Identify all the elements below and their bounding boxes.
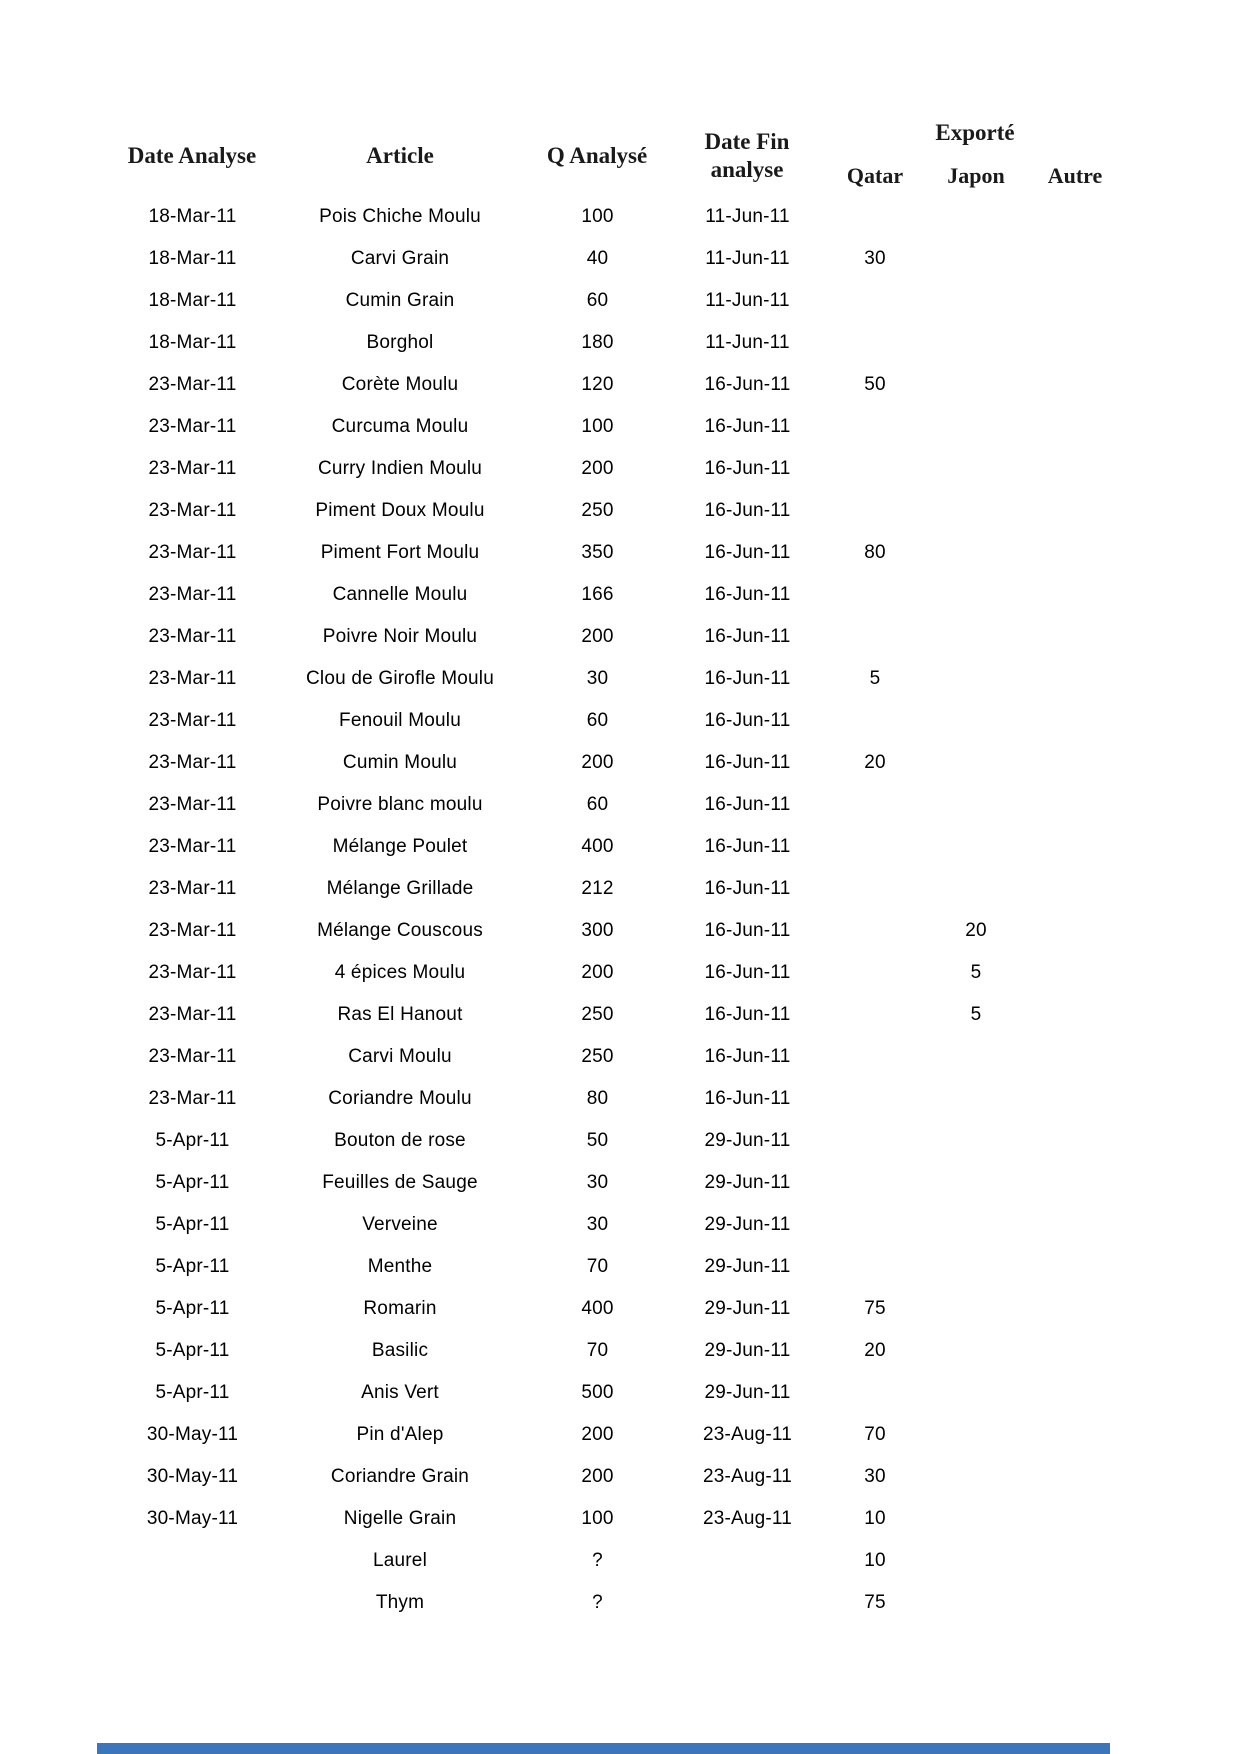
table-cell: Pois Chiche Moulu [319, 206, 481, 227]
table-cell: 23-Mar-11 [148, 542, 237, 563]
table-cell: Corète Moulu [341, 374, 459, 395]
table-row [100, 532, 1133, 574]
table-row [100, 196, 1133, 238]
table-cell: Curry Indien Moulu [317, 458, 483, 479]
table-row [100, 490, 1133, 532]
table-row [100, 364, 1133, 406]
table-cell: Piment Fort Moulu [320, 542, 480, 563]
table-cell: 23-Aug-11 [702, 1508, 793, 1529]
table-cell: 300 [581, 920, 614, 941]
table-cell: 10 [864, 1550, 886, 1571]
table-cell: 5-Apr-11 [155, 1340, 230, 1361]
table-cell: 23-Mar-11 [148, 1046, 237, 1067]
table-cell: 23-Mar-11 [148, 752, 237, 773]
table-cell: 400 [581, 1298, 614, 1319]
table-cell: 250 [581, 500, 614, 521]
column-header-japon: Japon [947, 163, 1005, 188]
table-cell: 30 [586, 1214, 609, 1235]
table-cell: Carvi Grain [350, 248, 450, 269]
table-row [100, 1036, 1133, 1078]
table-cell: 29-Jun-11 [704, 1214, 791, 1235]
table-cell: 23-Mar-11 [148, 374, 237, 395]
table-cell: 16-Jun-11 [704, 962, 791, 983]
table-cell: 30 [864, 248, 886, 269]
table-cell: 75 [864, 1298, 886, 1319]
table-cell: Menthe [367, 1256, 433, 1277]
table-cell: 50 [586, 1130, 609, 1151]
table-cell: 200 [581, 752, 614, 773]
table-cell: 75 [864, 1592, 886, 1613]
table-cell: 16-Jun-11 [704, 710, 791, 731]
table-cell: Poivre Noir Moulu [322, 626, 478, 647]
table-row [100, 784, 1133, 826]
table-cell: 100 [581, 416, 614, 437]
table-row [100, 1414, 1133, 1456]
table-cell: 350 [581, 542, 614, 563]
table-cell: 20 [864, 752, 886, 773]
table-row [100, 1288, 1133, 1330]
column-header-date-fin-line1: Date Fin [704, 129, 790, 154]
table-cell: 23-Mar-11 [148, 668, 237, 689]
table-cell: Laurel [372, 1550, 428, 1571]
table-cell: 5-Apr-11 [155, 1382, 230, 1403]
table-cell: 16-Jun-11 [704, 626, 791, 647]
table-cell: Cannelle Moulu [332, 584, 468, 605]
table-row [100, 742, 1133, 784]
table-cell: 23-Mar-11 [148, 920, 237, 941]
table-cell: 5-Apr-11 [155, 1172, 230, 1193]
table-cell: 200 [581, 626, 614, 647]
table-cell: Coriandre Grain [330, 1466, 470, 1487]
table-cell: 11-Jun-11 [705, 248, 790, 269]
table-row [100, 910, 1133, 952]
table-row [100, 1204, 1133, 1246]
table-cell: 16-Jun-11 [704, 836, 791, 857]
table-row [100, 868, 1133, 910]
table-cell: 70 [586, 1256, 609, 1277]
table-row [100, 700, 1133, 742]
table-cell: 400 [581, 836, 614, 857]
table-cell: Romarin [363, 1298, 437, 1319]
table-cell: Feuilles de Sauge [322, 1172, 478, 1193]
table-cell: 23-Mar-11 [148, 710, 237, 731]
table-cell: 16-Jun-11 [704, 752, 791, 773]
table-row [100, 658, 1133, 700]
column-header-article: Article [366, 143, 434, 168]
table-cell: 18-Mar-11 [148, 248, 237, 269]
table-cell: 30 [864, 1466, 886, 1487]
table-cell: 200 [581, 1424, 614, 1445]
table-cell: 212 [581, 878, 614, 899]
table-row [100, 406, 1133, 448]
table-row [100, 952, 1133, 994]
table-cell: 60 [586, 710, 609, 731]
table-cell: Poivre blanc moulu [317, 794, 483, 815]
table-cell: 5-Apr-11 [155, 1214, 230, 1235]
table-row [100, 280, 1133, 322]
table-row [100, 1246, 1133, 1288]
table-cell: 29-Jun-11 [704, 1382, 791, 1403]
table-cell: 100 [581, 1508, 614, 1529]
table-row [100, 448, 1133, 490]
table-cell: 16-Jun-11 [704, 542, 791, 563]
table-row [100, 1540, 1133, 1582]
table-cell: 18-Mar-11 [148, 290, 237, 311]
table-cell: 23-Mar-11 [148, 584, 237, 605]
table-row [100, 574, 1133, 616]
table-cell: 29-Jun-11 [704, 1298, 791, 1319]
table-cell: 23-Aug-11 [702, 1466, 793, 1487]
table-cell: Pin d'Alep [356, 1424, 444, 1445]
table-cell: 120 [581, 374, 614, 395]
bottom-blue-bar [97, 1743, 1110, 1754]
column-group-header-exporte: Exporté [935, 120, 1015, 145]
table-row [100, 1162, 1133, 1204]
table-cell: 60 [586, 290, 609, 311]
table-cell: Anis Vert [361, 1382, 439, 1403]
table-cell: 30-May-11 [146, 1424, 239, 1445]
table-cell: Mélange Couscous [317, 920, 483, 941]
table-cell: Coriandre Moulu [328, 1088, 472, 1109]
table-row [100, 616, 1133, 658]
table-cell: 5-Apr-11 [155, 1130, 230, 1151]
column-header-q-analyse: Q Analysé [546, 143, 648, 168]
column-header-date-analyse: Date Analyse [127, 143, 257, 168]
table-row [100, 1372, 1133, 1414]
table-cell: 500 [581, 1382, 614, 1403]
table-cell: Bouton de rose [334, 1130, 466, 1151]
table-cell: 16-Jun-11 [704, 794, 791, 815]
column-header-date-fin-line2: analyse [710, 157, 784, 182]
table-cell: 18-Mar-11 [148, 206, 237, 227]
table-body [100, 196, 1133, 1624]
column-header-autre: Autre [1047, 163, 1103, 188]
table-cell: 23-Mar-11 [148, 500, 237, 521]
table-row [100, 994, 1133, 1036]
table-cell: Mélange Poulet [332, 836, 468, 857]
table-cell: 23-Mar-11 [148, 794, 237, 815]
table-cell: 30 [586, 668, 609, 689]
table-cell: 100 [581, 206, 614, 227]
table-row [100, 1078, 1133, 1120]
column-header-date-fin-analyse [705, 128, 790, 184]
table-row [100, 826, 1133, 868]
table-cell: 23-Mar-11 [148, 1004, 237, 1025]
table-row [100, 1498, 1133, 1540]
table-cell: Verveine [362, 1214, 438, 1235]
table-cell: 29-Jun-11 [704, 1130, 791, 1151]
table-cell: 23-Mar-11 [148, 626, 237, 647]
table-cell: 23-Mar-11 [148, 416, 237, 437]
table-cell: Curcuma Moulu [331, 416, 469, 437]
table-row [100, 1582, 1133, 1624]
table-cell: 16-Jun-11 [704, 1088, 791, 1109]
table-cell: Ras El Hanout [337, 1004, 463, 1025]
table-cell: 70 [864, 1424, 886, 1445]
table-cell: Clou de Girofle Moulu [306, 668, 494, 689]
table-cell: 16-Jun-11 [704, 1004, 791, 1025]
table-cell: 11-Jun-11 [705, 206, 790, 227]
table-cell: 5 [869, 668, 881, 689]
table-cell: Cumin Moulu [342, 752, 458, 773]
table-cell: 11-Jun-11 [705, 332, 790, 353]
table-cell: 23-Mar-11 [148, 836, 237, 857]
table-cell: 30-May-11 [146, 1508, 239, 1529]
table-cell: 16-Jun-11 [704, 1046, 791, 1067]
table-cell: ? [592, 1592, 603, 1613]
table-cell: 23-Aug-11 [702, 1424, 793, 1445]
table-cell: 200 [581, 458, 614, 479]
table-cell: 60 [586, 794, 609, 815]
table-cell: 29-Jun-11 [704, 1340, 791, 1361]
table-cell: 23-Mar-11 [148, 878, 237, 899]
table-cell: 5 [970, 1004, 982, 1025]
table-cell: 80 [586, 1088, 609, 1109]
table-cell: 70 [586, 1340, 609, 1361]
table-cell: 5-Apr-11 [155, 1256, 230, 1277]
table-row [100, 322, 1133, 364]
table-row [100, 1330, 1133, 1372]
table-cell: 23-Mar-11 [148, 962, 237, 983]
table-cell: 23-Mar-11 [148, 1088, 237, 1109]
table-row [100, 1456, 1133, 1498]
table-cell: 40 [586, 248, 609, 269]
table-cell: Nigelle Grain [343, 1508, 457, 1529]
table-cell: 16-Jun-11 [704, 416, 791, 437]
table-cell: 16-Jun-11 [704, 668, 791, 689]
table-cell: 200 [581, 1466, 614, 1487]
table-cell: Mélange Grillade [326, 878, 474, 899]
table-cell: 200 [581, 962, 614, 983]
table-cell: 16-Jun-11 [704, 878, 791, 899]
table-cell: 16-Jun-11 [704, 920, 791, 941]
table-cell: 20 [864, 1340, 886, 1361]
table-cell: 250 [581, 1046, 614, 1067]
table-cell: 10 [864, 1508, 886, 1529]
table-cell: Basilic [371, 1340, 429, 1361]
table-cell: Carvi Moulu [348, 1046, 452, 1067]
table-cell: 250 [581, 1004, 614, 1025]
column-header-qatar: Qatar [846, 163, 904, 188]
table-cell: 11-Jun-11 [705, 290, 790, 311]
table-cell: 80 [864, 542, 886, 563]
table-cell: ? [592, 1550, 603, 1571]
table-cell: 16-Jun-11 [704, 374, 791, 395]
table-cell: 30 [586, 1172, 609, 1193]
table-cell: 166 [581, 584, 614, 605]
table-row [100, 1120, 1133, 1162]
table-cell: 5 [970, 962, 982, 983]
table-cell: 16-Jun-11 [704, 584, 791, 605]
table-cell: 29-Jun-11 [704, 1172, 791, 1193]
table-cell: 4 épices Moulu [334, 962, 466, 983]
table-row [100, 238, 1133, 280]
table-cell: Borghol [366, 332, 434, 353]
table-cell: 23-Mar-11 [148, 458, 237, 479]
table-cell: 50 [864, 374, 886, 395]
table-cell: Cumin Grain [345, 290, 455, 311]
table-cell: 5-Apr-11 [155, 1298, 230, 1319]
table-cell: 18-Mar-11 [148, 332, 237, 353]
table-cell: Piment Doux Moulu [315, 500, 485, 521]
table-cell: 29-Jun-11 [704, 1256, 791, 1277]
table-cell: 20 [965, 920, 987, 941]
table-cell: Thym [375, 1592, 425, 1613]
table-cell: 180 [581, 332, 614, 353]
table-cell: Fenouil Moulu [339, 710, 461, 731]
table-cell: 16-Jun-11 [704, 458, 791, 479]
table-cell: 16-Jun-11 [704, 500, 791, 521]
table-cell: 30-May-11 [146, 1466, 239, 1487]
